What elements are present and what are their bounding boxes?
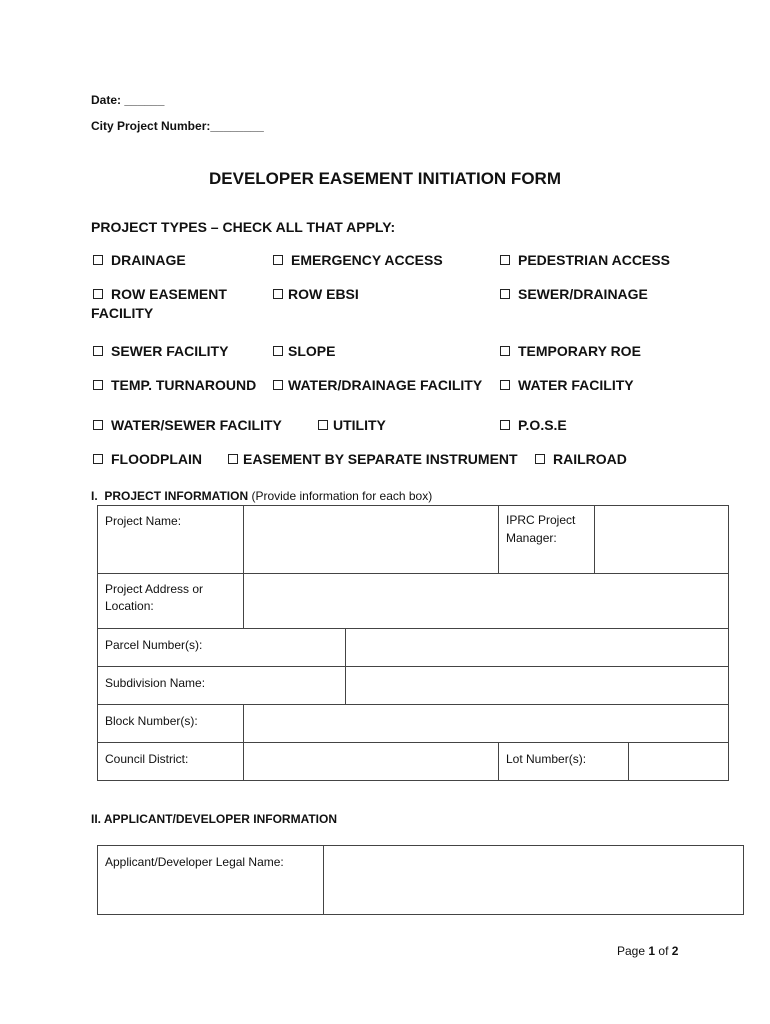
section-1-number: I. [91,489,98,503]
lot-input[interactable] [628,742,729,781]
option-sewer-facility[interactable]: SEWER FACILITY [93,343,228,359]
iprc-manager-input[interactable] [594,505,729,574]
address-input[interactable] [243,573,729,629]
checkbox[interactable] [535,454,545,464]
page-title: DEVELOPER EASEMENT INITIATION FORM [209,169,561,188]
block-label-cell [97,704,244,743]
address-label-line1: Project Address or [105,582,204,596]
page-indicator [617,944,678,958]
subdivision-label: Subdivision Name: [105,676,206,690]
checkbox[interactable] [93,346,103,356]
checkbox[interactable] [318,420,328,430]
section-2-heading: II. APPLICANT/DEVELOPER INFORMATION [91,812,338,826]
project-name-input[interactable] [243,505,499,574]
checkbox[interactable] [500,255,510,265]
checkbox[interactable] [273,380,283,390]
page-current: 1 [648,944,656,958]
council-label-cell [97,742,244,781]
checkbox[interactable] [273,346,283,356]
subdivision-input[interactable] [345,666,729,705]
checkbox[interactable] [93,289,103,299]
option-water-facility[interactable]: WATER FACILITY [500,377,634,393]
option-pedestrian-access[interactable]: PEDESTRIAN ACCESS [500,252,670,268]
parcel-input[interactable] [345,628,729,667]
option-sewer-drainage[interactable]: SEWER/DRAINAGE [500,286,648,302]
checkbox[interactable] [500,380,510,390]
option-slope[interactable]: SLOPE [273,343,335,359]
option-floodplain[interactable]: FLOODPLAIN [93,451,202,467]
page-total: 2 [671,944,679,958]
option-water-sewer-facility[interactable]: WATER/SEWER FACILITY [93,417,282,433]
lot-label: Lot Number(s): [506,752,587,766]
option-row-ebsi[interactable]: ROW EBSI [273,286,359,302]
iprc-manager-label-line2: Manager: [506,531,557,545]
option-row-easement-continued: FACILITY [91,305,154,321]
option-drainage[interactable]: DRAINAGE [93,252,186,268]
checkbox[interactable] [273,255,283,265]
checkbox[interactable] [273,289,283,299]
page-word: Page [617,944,646,958]
option-water-drainage-facility[interactable]: WATER/DRAINAGE FACILITY [273,377,482,393]
lot-label-cell [498,742,629,781]
checkbox[interactable] [93,255,103,265]
parcel-label: Parcel Number(s): [105,638,203,652]
section-1-title: PROJECT INFORMATION [104,489,249,503]
section-1-note: (Provide information for each box) [251,489,433,503]
project-types-heading: PROJECT TYPES – CHECK ALL THAT APPLY: [91,219,396,235]
option-temporary-roe[interactable]: TEMPORARY ROE [500,343,641,359]
project-name-label: Project Name: [105,514,182,528]
date-field-label: Date: ______ [91,93,165,107]
checkbox[interactable] [93,420,103,430]
block-input[interactable] [243,704,729,743]
iprc-manager-label-line1: IPRC Project [506,513,576,527]
address-label-line2: Location: [105,599,154,613]
checkbox[interactable] [93,454,103,464]
option-utility[interactable]: UTILITY [318,417,386,433]
option-temp-turnaround[interactable]: TEMP. TURNAROUND [93,377,256,393]
option-pose[interactable]: P.O.S.E [500,417,567,433]
city-project-number-label: City Project Number:________ [91,119,264,133]
legal-name-label: Applicant/Developer Legal Name: [105,855,284,869]
page-of: of [658,944,669,958]
address-label-cell [97,573,244,629]
checkbox[interactable] [500,420,510,430]
council-input[interactable] [243,742,499,781]
checkbox[interactable] [500,346,510,356]
legal-name-label-cell [97,845,324,915]
option-emergency-access[interactable]: EMERGENCY ACCESS [273,252,443,268]
option-railroad[interactable]: RAILROAD [535,451,627,467]
section-1-heading [91,489,432,503]
council-label: Council District: [105,752,189,766]
checkbox[interactable] [500,289,510,299]
legal-name-input[interactable] [323,845,744,915]
iprc-manager-label-cell [498,505,595,574]
project-name-label-cell [97,505,244,574]
option-easement-by-separate-instrument[interactable]: EASEMENT BY SEPARATE INSTRUMENT [228,451,518,467]
parcel-label-cell [97,628,346,667]
subdivision-label-cell [97,666,346,705]
checkbox[interactable] [93,380,103,390]
checkbox[interactable] [228,454,238,464]
option-row-easement[interactable]: ROW EASEMENT [93,286,227,302]
block-label: Block Number(s): [105,714,198,728]
